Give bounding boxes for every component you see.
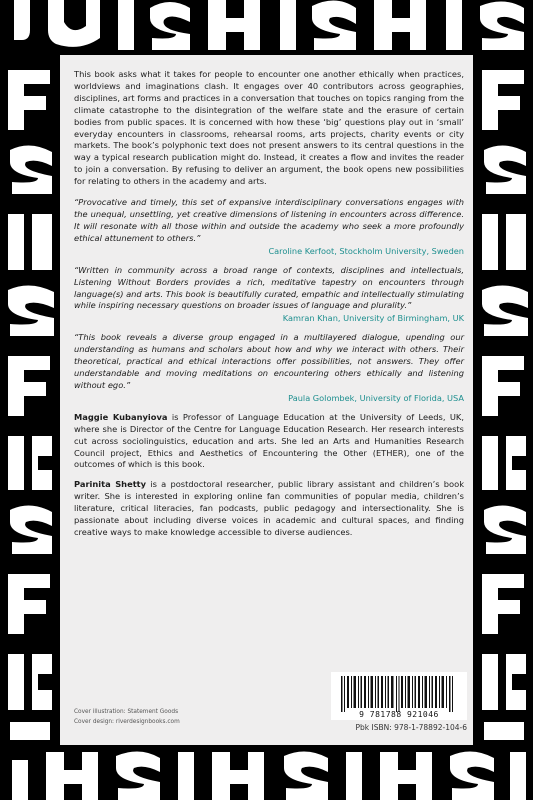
endorsement-text: “Provocative and timely, this set of expansive interdisciplinary conversations engages with the unequal, unsettling, yet creative dimensions of listening in encounters across difference. It will resonate with all those within and outside the academy who seek a more profoundly ethical attunement to others.” xyxy=(74,197,464,243)
isbn-label: Pbk ISBN: 978-1-78892-104-6 xyxy=(355,723,467,732)
endorsement-2 xyxy=(74,265,464,325)
author-bio-kubanyiova xyxy=(74,412,464,472)
barcode-digits: 9 781788 921046 xyxy=(359,710,439,719)
endorsement-attribution: Paula Golombek, University of Florida, USA xyxy=(288,392,464,403)
author-bio-text: is a postdoctoral researcher, public library assistant and children’s book writer. She is interested in exploring online fan communities of popular media, children’s literature, critical literacies, fan podcasts, public pedagogy and intersectionality. She is passionate about including diverse voices in academic and cultural spaces, and finding creative ways to make knowledge accessible to diverse audiences. xyxy=(74,479,465,537)
book-description: This book asks what it takes for people to encounter one another ethically when practices, worldviews and imaginations clash. It engages over 40 contributors across geographies, disciplines, art forms and practices in a conversation that touches on topics ranging from the climate catastrophe to the disintegration of the welfare state and the erasure of certain bodies from public spaces. It is concerned with how these ‘big’ questions play out in ‘small’ everyday encounters in classrooms, rehearsal rooms, arts projects, charity events or city markets. The book’s polyphonic text does not present answers to its central questions in the way a typical research publication might do. Instead, it creates a flow and invites the reader to join a conversation. By refusing to deliver an argument, the book opens new possibilities for relating to others in the academy and arts. xyxy=(74,69,464,187)
endorsement-1 xyxy=(74,197,464,257)
cover-illustration-credit: Cover illustration: Statement Goods xyxy=(74,709,179,715)
cover-design-credit: Cover design: riverdesignbooks.com xyxy=(74,719,180,725)
endorsement-text: “This book reveals a diverse group engaged in a multilayered dialogue, upending our understanding as humans and scholars about how and why we interact with others. Their theoretical, practical and ethical interactions offer possibilities, not answers. They offer understandable and moving meditations on encountering others ethically and listening without ego.” xyxy=(74,332,464,390)
author-name: Parinita Shetty xyxy=(74,479,147,490)
endorsement-3 xyxy=(74,332,464,404)
author-name: Maggie Kubanyiova xyxy=(74,411,168,422)
author-bio-shetty xyxy=(74,479,464,539)
endorsement-attribution: Caroline Kerfoot, Stockholm University, Sweden xyxy=(268,245,464,256)
endorsement-attribution: Kamran Khan, University of Birmingham, UK xyxy=(282,313,464,324)
back-cover-content xyxy=(74,69,464,547)
cover-credits xyxy=(74,707,180,727)
author-bio-text: is Professor of Language Education at the University of Leeds, UK, where she is Director of the Centre for Language Education Research. Her research interests cut across sociolinguistics, education and arts. She led an Arts and Humanities Research Council project, Ethics and Aesthetics of Encountering the Other (ETHER), one of the outcomes of which is this book. xyxy=(74,411,465,470)
endorsement-text: “Written in community across a broad range of contexts, disciplines and intellectuals, Listening Without Borders provides a rich, meditative tapestry on encounters through language(s) and arts. This book is beautifully curated, empathic and intellectually stimulating while inspiring necessary questions on broader issues of language and plurality.” xyxy=(74,264,464,311)
barcode xyxy=(331,672,467,720)
